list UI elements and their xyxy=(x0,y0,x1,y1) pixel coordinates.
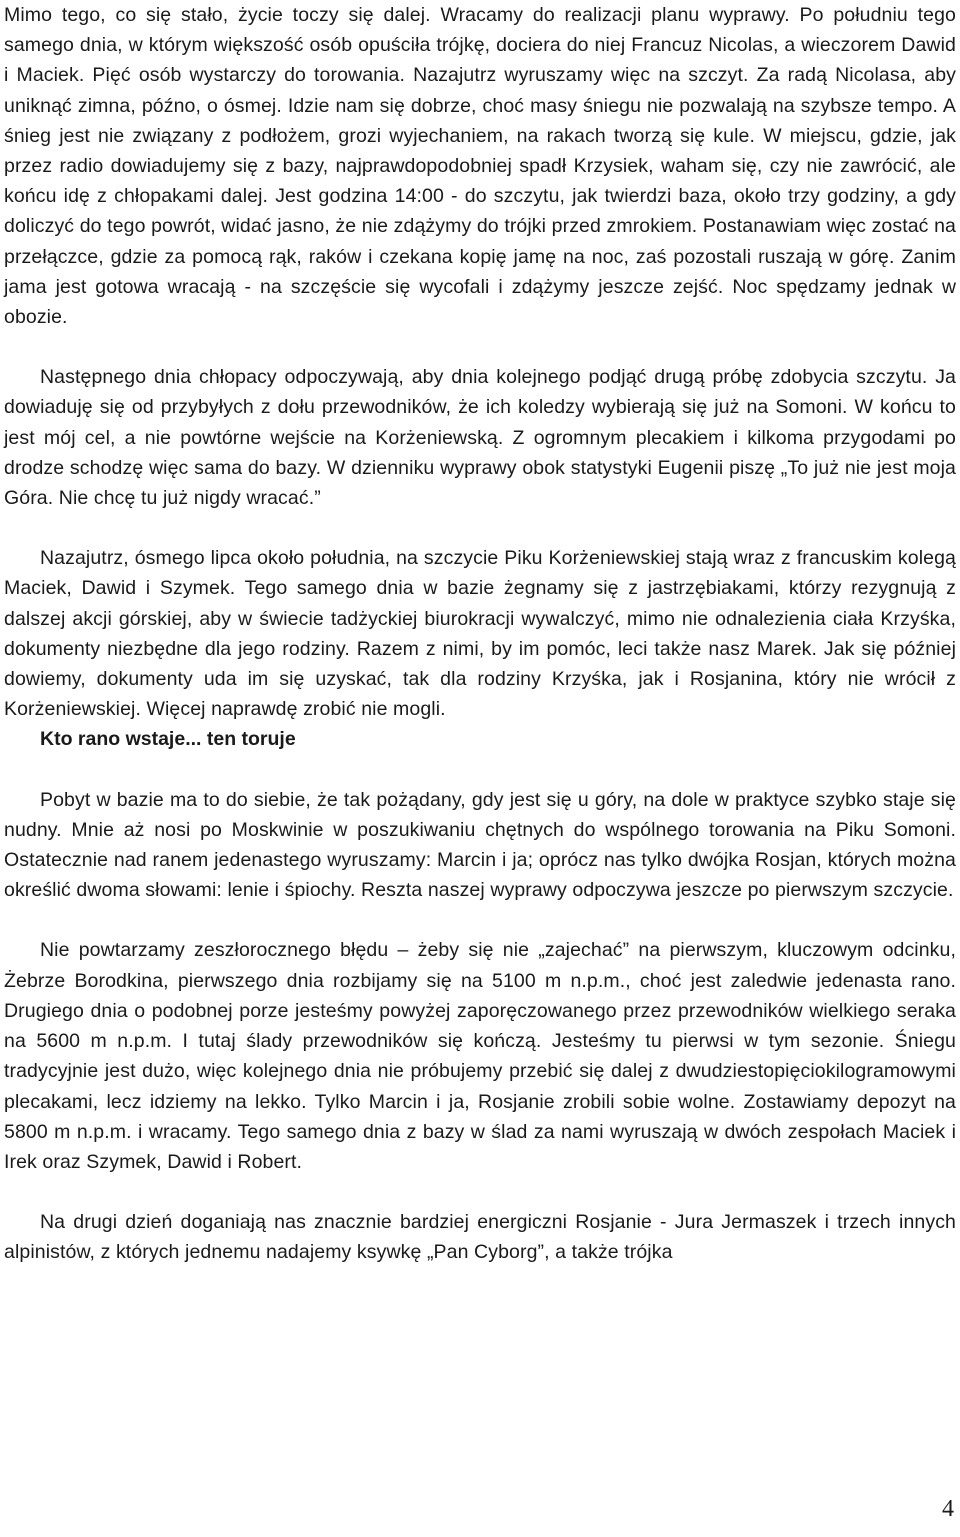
document-page xyxy=(4,0,956,1268)
paragraph-1: Mimo tego, co się stało, życie toczy się dalej. Wracamy do realizacji planu wyprawy. Po południu tego samego dnia, w którym większość osób opuściła trójkę, dociera do niej Francuz Nicolas, a wieczorem Dawid i Maciek. Pięć osób wystarczy do torowania. Nazajutrz wyruszamy więc na szczyt. Za radą Nicolasa, aby uniknąć zimna, późno, o ósmej. Idzie nam się dobrze, choć masy śniegu nie pozwalają na szybsze tempo. A śnieg jest nie związany z podłożem, grozi wyjechaniem, na rakach tworzą się kule. W miejscu, gdzie, jak przez radio dowiadujemy się z bazy, najprawdopodobniej spadł Krzysiek, waham się, czy nie zawrócić, ale końcu idę z chłopakami dalej. Jest godzina 14:00 - do szczytu, jak twierdzi baza, około trzy godziny, a gdy doliczyć do tego powrót, widać jasno, że nie zdążymy do trójki przed zmrokiem. Postanawiam więc zostać na przełączce, gdzie za pomocą rąk, raków i czekana kopię jamę na noc, zaś pozostali ruszają w górę. Zanim jama jest gotowa wracają - na szczęście się wycofali i zdążymy jeszcze zejść. Noc spędzamy jednak w obozie. xyxy=(4,4,956,329)
section-heading: Kto rano wstaje... ten toruje xyxy=(40,728,296,751)
paragraph-2: Następnego dnia chłopacy odpoczywają, aby dnia kolejnego podjąć drugą próbę zdobycia szczytu. Ja dowiaduję się od przybyłych z dołu przewodników, że ich koledzy wybierają się już na Somoni. W końcu to jest mój cel, a nie powtórne wejście na Korżeniewską. Z ogromnym plecakiem i kilkoma przygodami po drodze schodzę więc sama do bazy. W dzienniku wyprawy obok statystyki Eugenii piszę „To już nie jest moja Góra. Nie chcę tu już nigdy wracać.” xyxy=(4,366,956,510)
page-number: 4 xyxy=(942,1496,954,1522)
paragraph-6: Na drugi dzień doganiają nas znacznie bardziej energiczni Rosjanie - Jura Jermaszek i trzech innych alpinistów, z których jednemu nadajemy ksywkę „Pan Cyborg”, a także trójka xyxy=(4,1211,956,1264)
paragraph-4: Pobyt w bazie ma to do siebie, że tak pożądany, gdy jest się u góry, na dole w praktyce szybko staje się nudny. Mnie aż nosi po Moskwinie w poszukiwaniu chętnych do wspólnego torowania na Piku Somoni. Ostatecznie nad ranem jedenastego wyruszamy: Marcin i ja; oprócz nas tylko dwójka Rosjan, których można określić dwoma słowami: lenie i śpiochy. Reszta naszej wyprawy odpoczywa jeszcze po pierwszym szczycie. xyxy=(4,788,956,902)
paragraph-5: Nie powtarzamy zeszłorocznego błędu – żeby się nie „zajechać” na pierwszym, kluczowym odcinku, Żebrze Borodkina, pierwszego dnia rozbijamy się na 5100 m n.p.m., choć jest zaledwie jedenasta rano. Drugiego dnia o podobnej porze jesteśmy powyżej zaporęczowanego przez przewodników wielkiego seraka na 5600 m n.p.m. I tutaj ślady przewodników się kończą. Jesteśmy tu pierwsi w tym sezonie. Śniegu tradycyjnie jest dużo, więc kolejnego dnia nie próbujemy przebić się dalej z dwudziestopięciokilogramowymi plecakami, lecz idziemy na lekko. Tylko Marcin i ja, Rosjanie zrobili sobie wolne. Zostawiamy depozyt na 5800 m n.p.m. i wracamy. Tego samego dnia z bazy w ślad za nami wyruszają w dwóch zespołach Maciek i Irek oraz Szymek, Dawid i Robert. xyxy=(4,939,956,1173)
paragraph-3: Nazajutrz, ósmego lipca około południa, na szczycie Piku Korżeniewskiej stają wraz z francuskim kolegą Maciek, Dawid i Szymek. Tego samego dnia w bazie żegnamy się z jastrzębiakami, którzy rezygnują z dalszej akcji górskiej, aby w świecie tadżyckiej biurokracji wywalczyć, mimo nie odnalezienia ciała Krzyśka, dokumenty niezbędne dla jego rodziny. Razem z nimi, by im pomóc, leci także nasz Marek. Jak się później dowiemy, dokumenty uda im się uzyskać, tak dla rodziny Krzyśka, jak i Rosjanina, który nie wrócił z Korżeniewskiej. Więcej naprawdę zrobić nie mogli. xyxy=(4,547,956,721)
